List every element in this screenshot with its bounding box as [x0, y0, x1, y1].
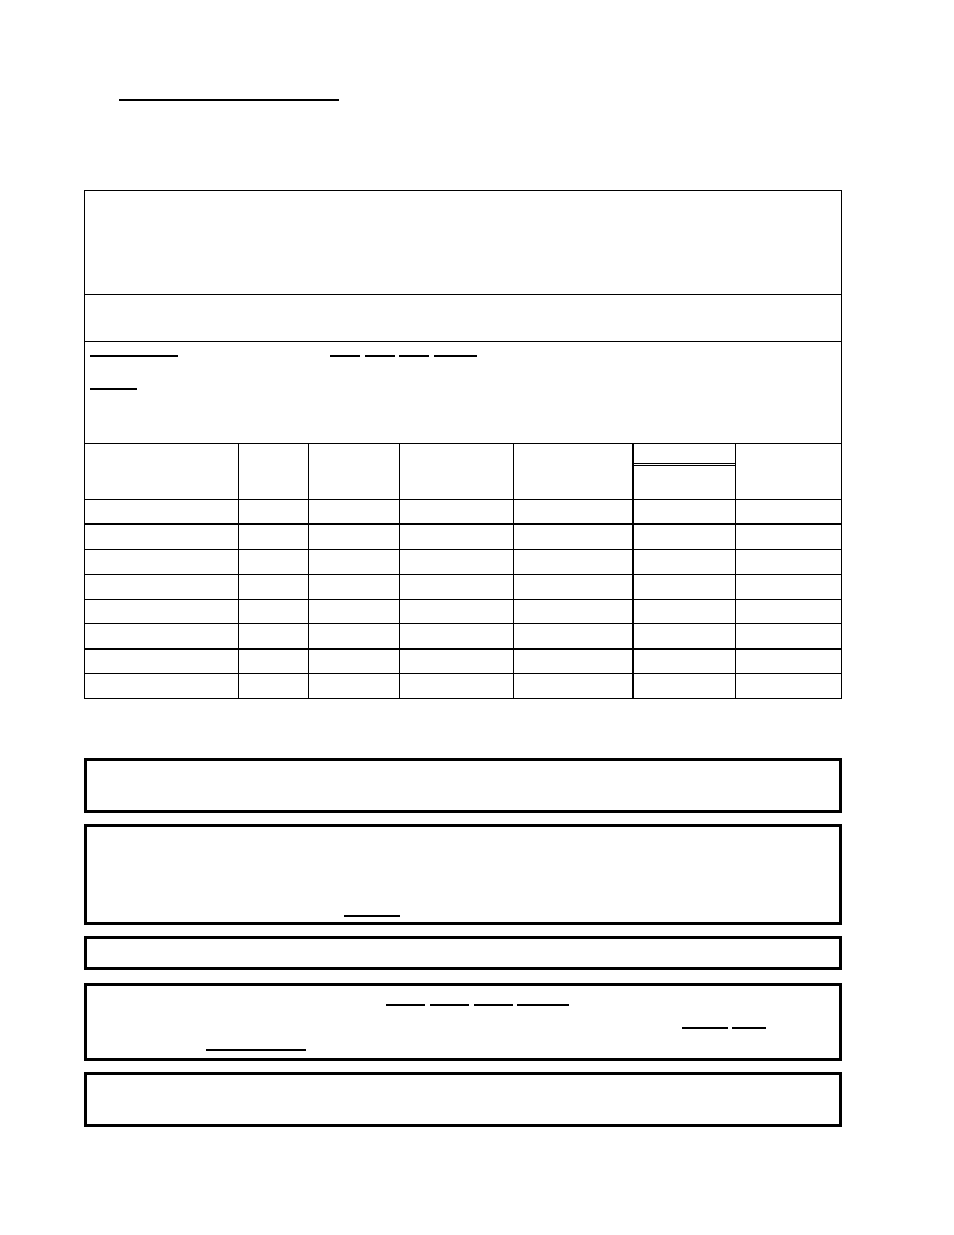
fill-in-blank-date-3[interactable] — [399, 355, 429, 357]
lower-box-4-blank-7[interactable] — [206, 1049, 306, 1051]
grid-col-line-3 — [399, 443, 400, 699]
grid-subheader-line-2 — [632, 465, 735, 466]
grid-col-line-4 — [513, 443, 514, 699]
grid-col-line-2 — [308, 443, 309, 699]
fill-in-blank-date-2[interactable] — [365, 355, 395, 357]
lower-box-5[interactable] — [84, 1072, 842, 1127]
grid-header-top — [84, 443, 842, 444]
lower-box-4-blank-5[interactable] — [682, 1027, 728, 1029]
grid-row-line-4 — [84, 574, 842, 575]
grid-row-line-8 — [84, 673, 842, 674]
lower-box-4-blank-1[interactable] — [386, 1004, 425, 1006]
lower-box-4-blank-6[interactable] — [732, 1027, 766, 1029]
lower-box-3[interactable] — [84, 936, 842, 970]
fill-in-blank-date-4[interactable] — [434, 355, 477, 357]
fill-in-blank-name[interactable] — [90, 355, 178, 357]
title-underline — [119, 99, 339, 101]
lower-box-4[interactable] — [84, 983, 842, 1061]
grid-row-line-2 — [84, 523, 842, 525]
grid-row-line-3 — [84, 549, 842, 550]
lower-box-4-blank-3[interactable] — [474, 1004, 513, 1006]
fill-in-blank-date-1[interactable] — [330, 355, 360, 357]
grid-row-line-1 — [84, 499, 842, 500]
grid-col-line-1 — [238, 443, 239, 699]
grid-subheader-line-1 — [632, 463, 735, 464]
lower-box-2-blank[interactable] — [344, 915, 400, 917]
grid-row-line-5 — [84, 599, 842, 600]
grid-row-line-6 — [84, 623, 842, 624]
grid-row-line-7 — [84, 648, 842, 650]
grid-col-line-5 — [632, 443, 634, 699]
grid-col-line-6 — [735, 443, 736, 699]
lower-box-1[interactable] — [84, 758, 842, 813]
lower-box-4-blank-2[interactable] — [430, 1004, 469, 1006]
fill-in-blank-short[interactable] — [90, 388, 137, 390]
lower-box-4-blank-4[interactable] — [517, 1004, 569, 1006]
section-divider-2 — [84, 341, 842, 342]
section-divider-1 — [84, 294, 842, 295]
lower-box-2[interactable] — [84, 824, 842, 925]
